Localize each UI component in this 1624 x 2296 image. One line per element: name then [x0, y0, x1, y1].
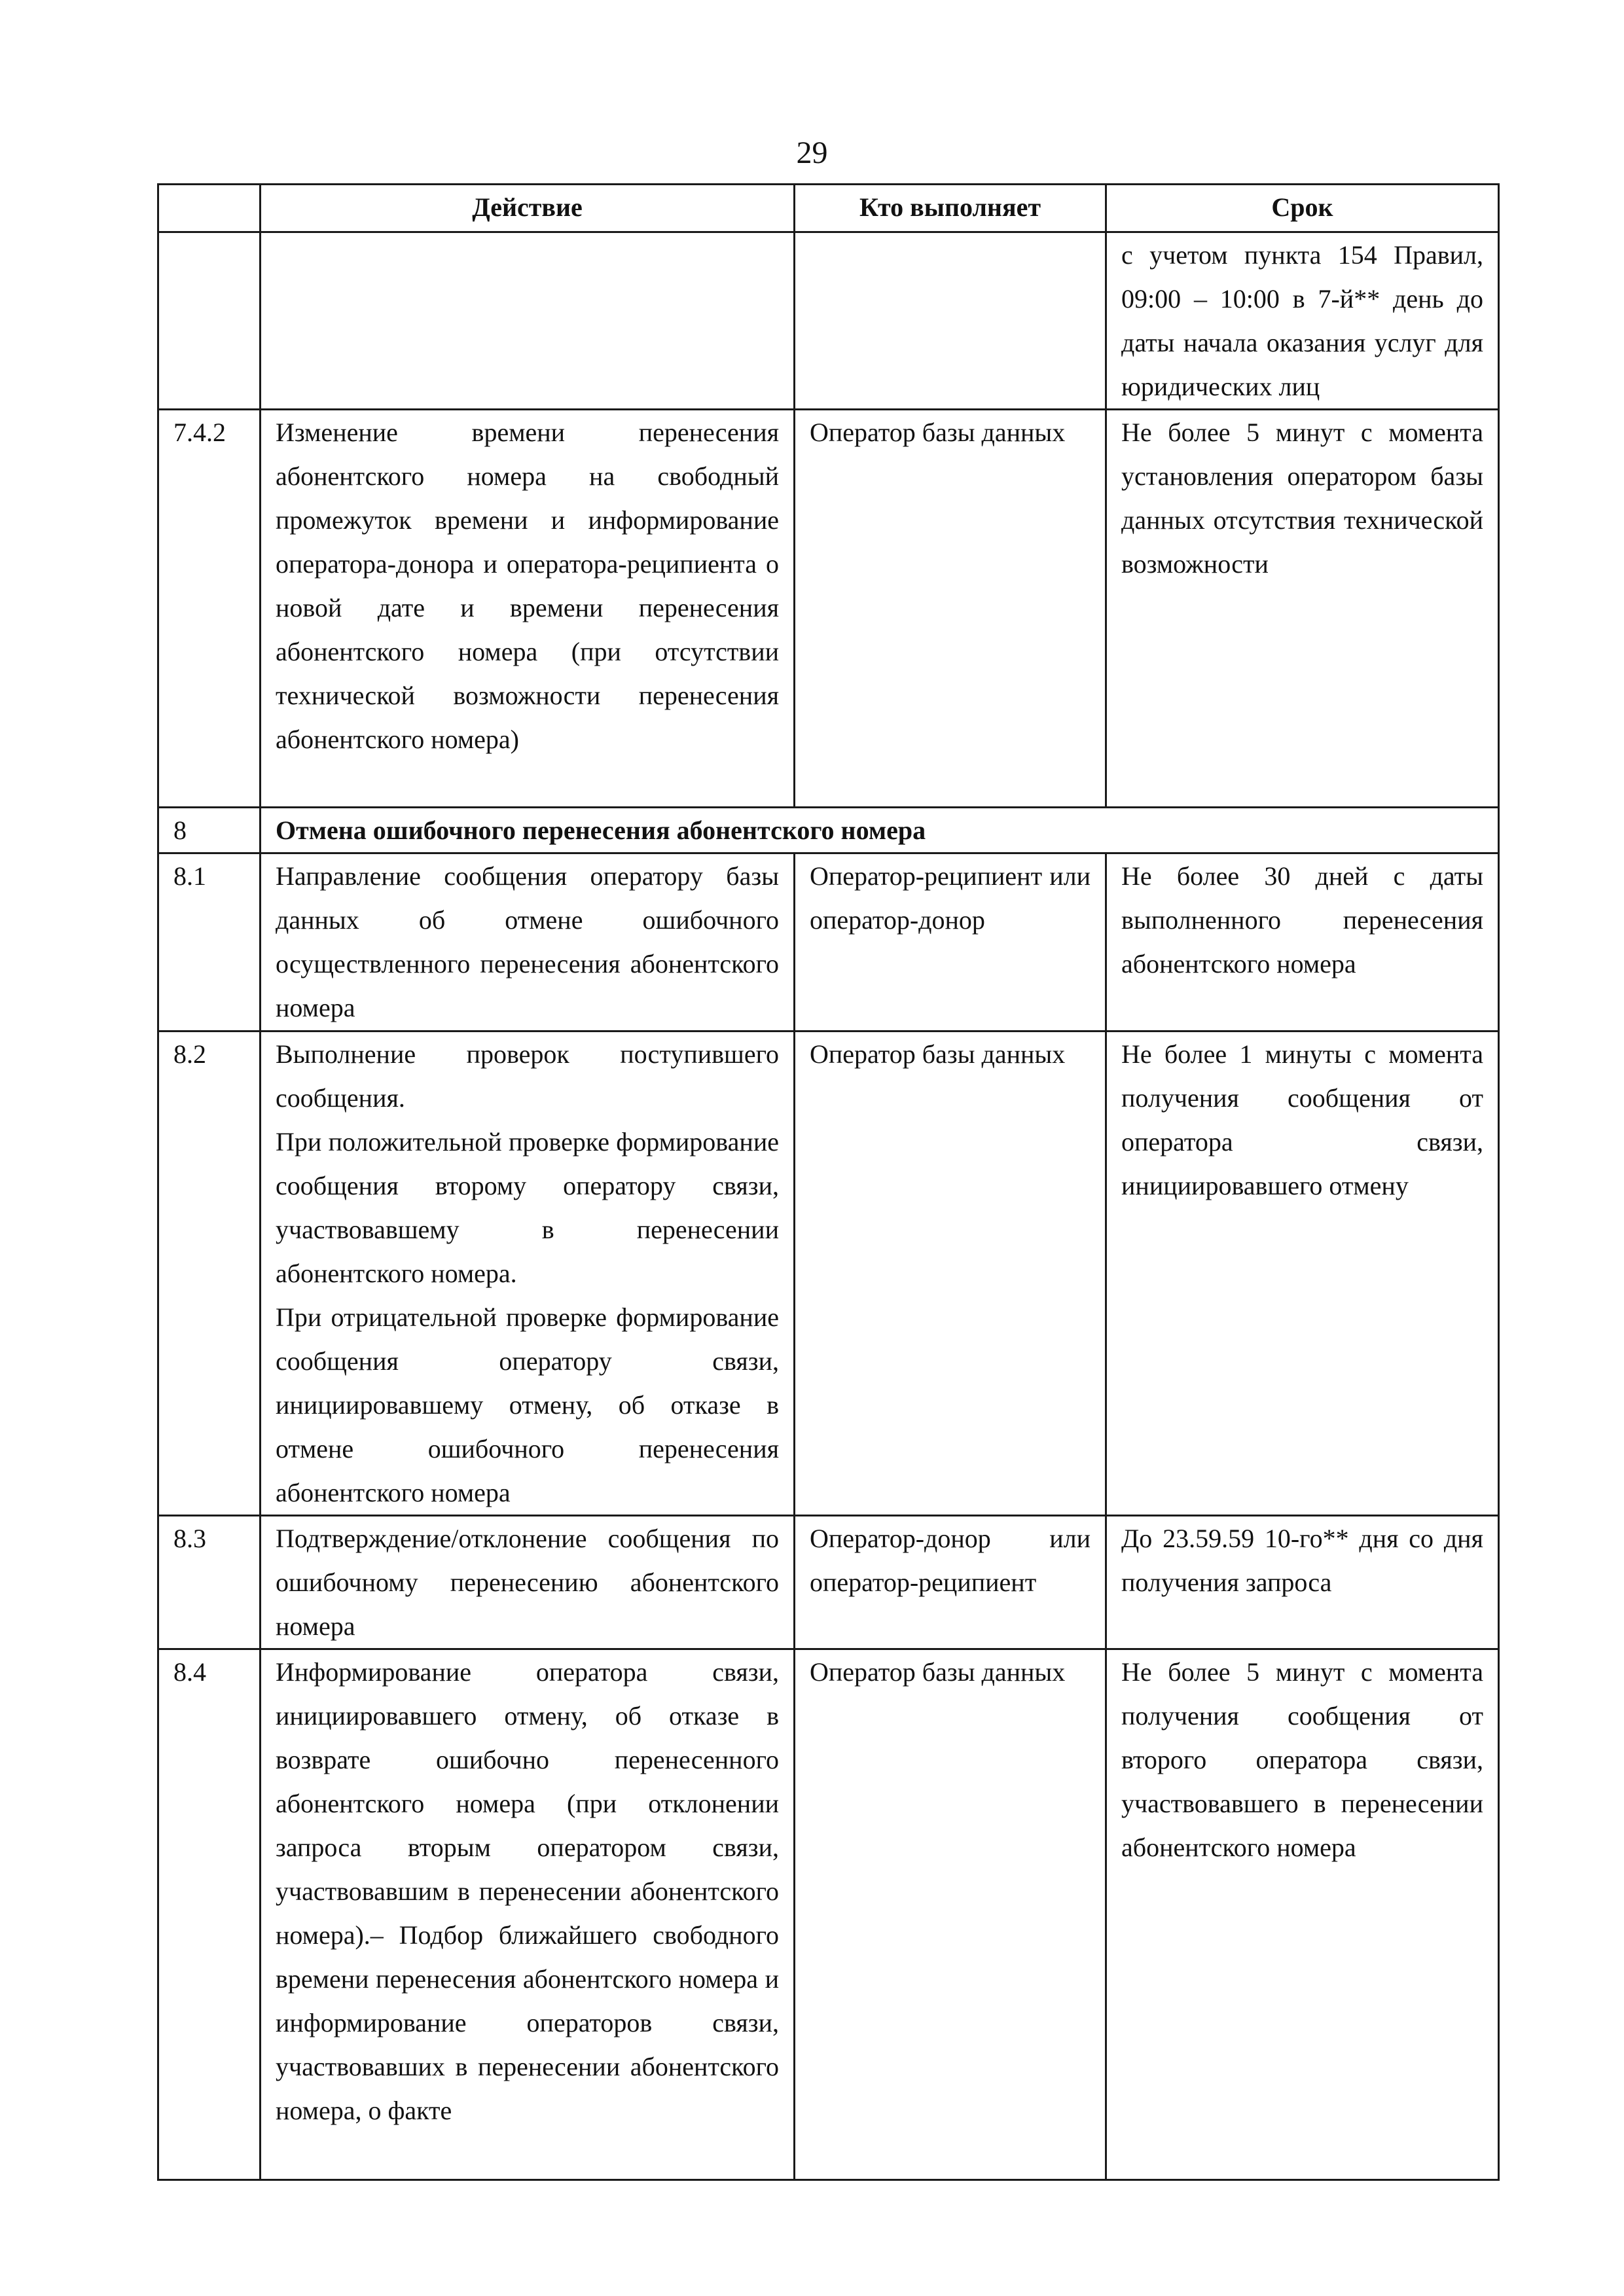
- table-row: [158, 853, 1499, 1031]
- row-number: 8.4: [158, 1649, 261, 2180]
- page-number: 29: [796, 135, 828, 170]
- table-header-row: [158, 185, 1499, 232]
- row-action: [261, 232, 795, 410]
- table-row: [158, 232, 1499, 410]
- action-paragraph: Подтверждение/отклонение сообщения по ошибочному перенесению абонентского номера: [276, 1524, 779, 1641]
- row-number: 8.2: [158, 1031, 261, 1516]
- action-paragraph: При отрицательной проверке формирование сообщения оператору связи, инициировавшему отмену, об отказе в отмене ошибочного перенесения абонентского номера: [276, 1302, 779, 1507]
- row-action: [261, 410, 795, 808]
- section-row: [158, 808, 1499, 853]
- section-number: 8: [158, 808, 261, 853]
- row-term: Не более 30 дней с даты выполненного перенесения абонентского номера: [1106, 853, 1499, 1031]
- procedure-table: [157, 183, 1500, 2181]
- row-action: [261, 1031, 795, 1516]
- section-title: Отмена ошибочного перенесения абонентского номера: [261, 808, 1499, 853]
- header-number: [158, 185, 261, 232]
- row-action: [261, 853, 795, 1031]
- row-term: Не более 5 минут с момента получения сообщения от второго оператора связи, участвовавшего в перенесении абонентского номера: [1106, 1649, 1499, 2180]
- row-number: 7.4.2: [158, 410, 261, 808]
- row-number: 8.3: [158, 1516, 261, 1649]
- row-performer: [795, 232, 1106, 410]
- row-performer: Оператор-реципиент или оператор-донор: [795, 853, 1106, 1031]
- row-performer: Оператор-донор или оператор-реципиент: [795, 1516, 1106, 1649]
- row-term: Не более 1 минуты с момента получения сообщения от оператора связи, инициировавшего отмену: [1106, 1031, 1499, 1516]
- header-action: Действие: [261, 185, 795, 232]
- action-paragraph: При положительной проверке формирование сообщения второму оператору связи, участвовавшему в перенесении абонентского номера.: [276, 1127, 779, 1288]
- table-row: [158, 1031, 1499, 1516]
- row-performer: Оператор базы данных: [795, 1649, 1106, 2180]
- action-paragraph: Информирование оператора связи, инициировавшего отмену, об отказе в возврате ошибочно перенесенного абонентского номера (при отклонении запроса вторым оператором связи, участвовавшим в перенесении абонентского номера).– Подбор ближайшего свободного времени перенесения абонентского номера и информирование операторов связи, участвовавших в перенесении абонентского номера, о факте: [276, 1657, 779, 2125]
- row-performer: Оператор базы данных: [795, 410, 1106, 808]
- row-number: [158, 232, 261, 410]
- row-action: [261, 1649, 795, 2180]
- row-term: с учетом пункта 154 Правил, 09:00 – 10:00 в 7-й** день до даты начала оказания услуг для юридических лиц: [1106, 232, 1499, 410]
- header-performer: Кто выполняет: [795, 185, 1106, 232]
- row-number: 8.1: [158, 853, 261, 1031]
- table-row: [158, 1649, 1499, 2180]
- table-row: [158, 1516, 1499, 1649]
- header-term: Срок: [1106, 185, 1499, 232]
- row-performer: Оператор базы данных: [795, 1031, 1106, 1516]
- action-paragraph: Выполнение проверок поступившего сообщения.: [276, 1039, 779, 1113]
- action-paragraph: Направление сообщения оператору базы данных об отмене ошибочного осуществленного перенесения абонентского номера: [276, 861, 779, 1022]
- row-action: [261, 1516, 795, 1649]
- row-term: Не более 5 минут с момента установления оператором базы данных отсутствия технической возможности: [1106, 410, 1499, 808]
- row-term: До 23.59.59 10-го** дня со дня получения запроса: [1106, 1516, 1499, 1649]
- action-paragraph: Изменение времени перенесения абонентского номера на свободный промежуток времени и информирование оператора-донора и оператора-реципиента о новой дате и времени перенесения абонентского номера (при отсутствии технической возможности перенесения абонентского номера): [276, 418, 779, 754]
- table-row: [158, 410, 1499, 808]
